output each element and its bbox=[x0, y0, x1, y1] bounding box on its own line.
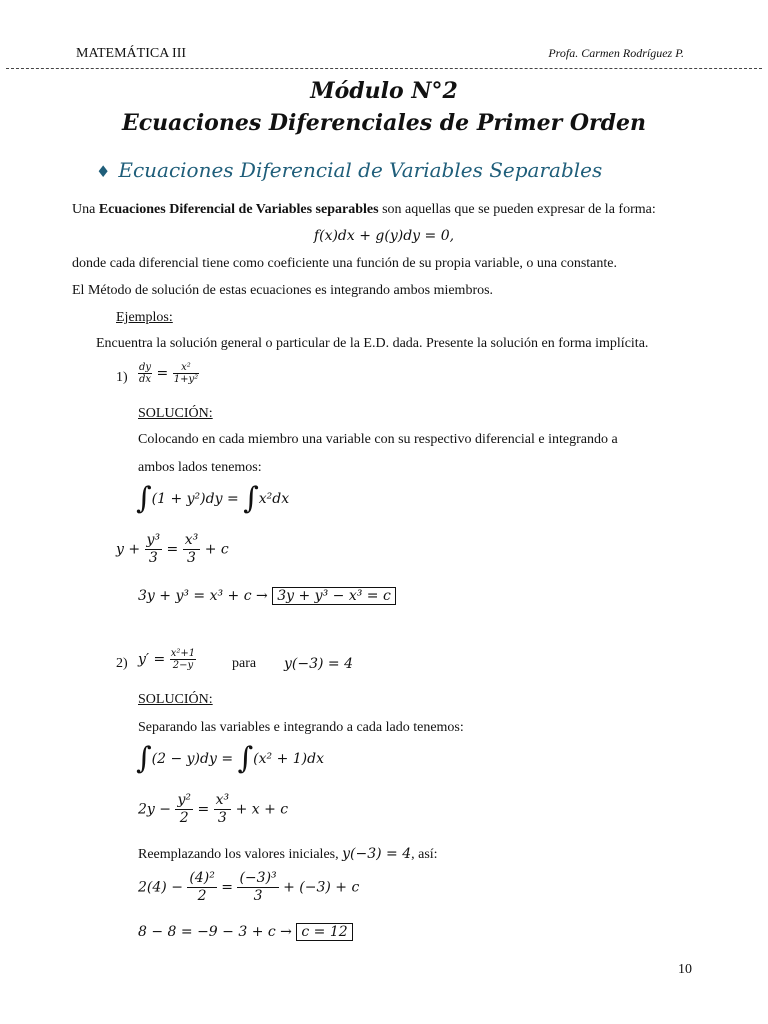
section-title-text: Ecuaciones Diferencial de Variables Separables bbox=[118, 158, 603, 182]
ex2-sub-frac1: $\frac{\text{(4)²}}{2}$ bbox=[189, 870, 215, 904]
ex2-reemplazo: Reemplazando los valores iniciales, y(−3) = 4, así: bbox=[138, 846, 438, 862]
ex2-step: 2y − $\frac{\text{y²}}{2}$ = $\frac{\text{x³}}{3}$ + x + c bbox=[138, 792, 289, 826]
ex1-text2: ambos lados tenemos: bbox=[138, 460, 262, 475]
ex2-number: 2) bbox=[116, 656, 128, 671]
header-left: MATEMÁTICA III bbox=[76, 46, 187, 61]
ex2-rhs-fraction: $\frac{\text{x²+1}}{2-y}$ bbox=[170, 648, 196, 671]
ex1-rhs-fraction: $\frac{\text{x²}}{\text{1+y²}}$ bbox=[173, 362, 199, 385]
ex1-equation: $\frac{dy}{dx}$ = $\frac{\text{x²}}{\text{1+y²}}$ bbox=[139, 362, 199, 385]
ex2-step-frac1: $\frac{\text{y²}}{2}$ bbox=[177, 792, 191, 826]
intro-line3: El Método de solución de estas ecuaciones es integrando ambos miembros. bbox=[72, 283, 494, 298]
ex2-para: para bbox=[232, 656, 257, 671]
integral-sign-icon: ∫ bbox=[136, 481, 152, 516]
intro-line2: donde cada diferencial tiene como coeficiente una función de su propia variable, o una constante. bbox=[72, 256, 617, 271]
page-number: 10 bbox=[678, 962, 692, 977]
ex1-final: 3y + y³ = x³ + c → 3y + y³ − x³ = c bbox=[138, 588, 396, 604]
intro-formula: f(x)dx + g(y)dy = 0, bbox=[313, 228, 455, 244]
ex1-integral: ∫(1 + y²)dy = ∫x²dx bbox=[136, 481, 290, 516]
ex2-substitution: 2(4) − $\frac{\text{(4)²}}{2}$ = $\frac{\text{(−3)³}}{3}$ + (−3) + c bbox=[138, 870, 360, 904]
module-title: Módulo N°2 bbox=[310, 78, 458, 104]
ex1-answer-box: 3y + y³ − x³ = c bbox=[272, 587, 396, 605]
module-subtitle: Ecuaciones Diferenciales de Primer Orden bbox=[122, 110, 646, 136]
ex1-step-frac2: $\frac{\text{x³}}{3}$ bbox=[184, 532, 199, 566]
examples-label: Ejemplos: bbox=[116, 310, 173, 325]
ex2-step-frac2: $\frac{\text{x³}}{3}$ bbox=[215, 792, 230, 826]
ex1-solution-label: SOLUCIÓN: bbox=[138, 406, 213, 421]
ex1-step: y + $\frac{\text{y³}}{3}$ = $\frac{\text{x³}}{3}$ + c bbox=[116, 532, 229, 566]
ex1-lhs-fraction: $\frac{dy}{dx}$ bbox=[139, 362, 152, 385]
ex2-condition: y(−3) = 4 bbox=[284, 656, 354, 672]
diamond-bullet-icon: ♦ bbox=[96, 162, 111, 181]
ex1-number: 1) bbox=[116, 370, 128, 385]
instruction: Encuentra la solución general o particular de la E.D. dada. Presente la solución en forma implícita. bbox=[96, 336, 649, 351]
integral-sign-icon: ∫ bbox=[243, 481, 259, 516]
intro-post: son aquellas que se pueden expresar de la forma: bbox=[378, 202, 656, 217]
header-right: Profa. Carmen Rodríguez P. bbox=[548, 46, 684, 60]
ex1-step-frac1: $\frac{\text{y³}}{3}$ bbox=[146, 532, 161, 566]
ex2-sub-frac2: $\frac{\text{(−3)³}}{3}$ bbox=[239, 870, 277, 904]
intro-line1 bbox=[72, 202, 656, 218]
ex2-integral: ∫(2 − y)dy = ∫(x² + 1)dx bbox=[136, 741, 324, 776]
section-title bbox=[96, 158, 602, 182]
ex2-equation: y′ = $\frac{\text{x²+1}}{2-y}$ bbox=[138, 648, 196, 671]
ex2-answer-box: c = 12 bbox=[296, 923, 352, 941]
ex2-text1: Separando las variables e integrando a cada lado tenemos: bbox=[138, 720, 464, 735]
integral-sign-icon: ∫ bbox=[237, 741, 254, 776]
intro-bold: Ecuaciones Diferencial de Variables separables bbox=[98, 202, 379, 217]
ex1-text1: Colocando en cada miembro una variable con su respectivo diferencial e integrando a bbox=[138, 432, 618, 447]
intro-pre: Una bbox=[72, 202, 99, 217]
header-divider bbox=[6, 68, 762, 69]
ex2-final: 8 − 8 = −9 − 3 + c → c = 12 bbox=[138, 924, 353, 940]
integral-sign-icon: ∫ bbox=[136, 741, 152, 776]
ex2-solution-label: SOLUCIÓN: bbox=[138, 692, 213, 707]
